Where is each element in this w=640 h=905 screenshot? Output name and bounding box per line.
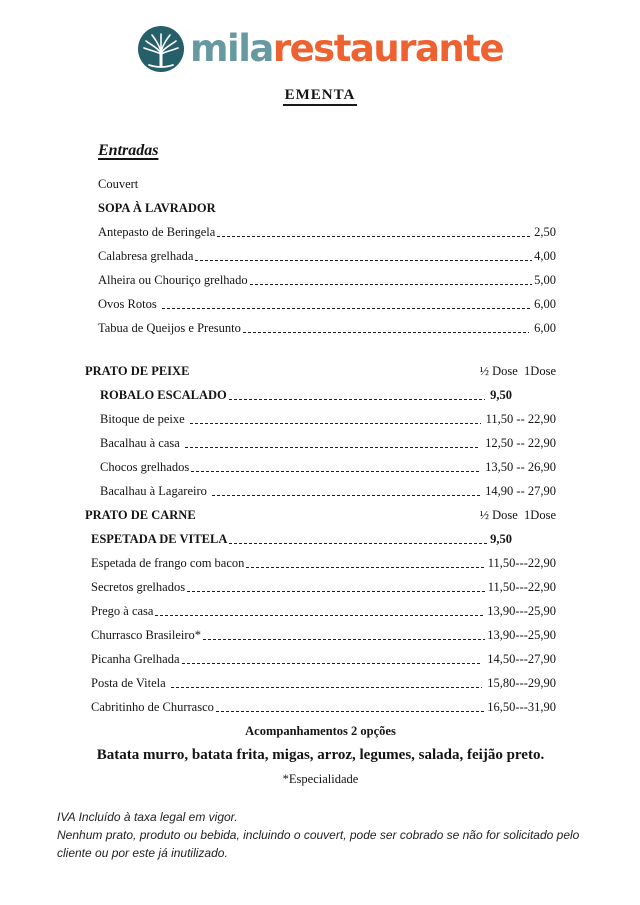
menu-item — [100, 479, 556, 503]
brand-wordmark — [190, 25, 503, 73]
dotted-leader — [246, 551, 485, 575]
dose-column-header: ½ Dose 1Dose — [479, 364, 556, 378]
dotted-leader — [250, 268, 533, 292]
item-price: 13,50 -- 26,90 — [482, 460, 556, 474]
brand-name-secondary: restaurante — [272, 27, 504, 70]
item-name: Calabresa grelhada — [98, 249, 194, 263]
section-prato-de-peixe — [85, 359, 556, 503]
section-header-row — [85, 503, 556, 527]
section-heading: PRATO DE CARNE — [85, 508, 196, 522]
item-name: ROBALO ESCALADO — [100, 388, 227, 402]
item-name: Bacalhau à casa — [100, 436, 183, 450]
footer-line-couvert: Nenhum prato, produto ou bebida, incluindo o couvert, pode ser cobrado se não for solicitado pelo cliente ou por este já inutilizado. — [57, 828, 580, 860]
acompanhamentos-options: Batata murro, batata frita, migas, arroz, legumes, salada, feijão preto. — [96, 747, 545, 763]
item-name: Churrasco Brasileiro* — [91, 628, 202, 642]
dotted-leader — [229, 383, 485, 407]
dotted-leader — [190, 407, 481, 431]
section-heading: Entradas — [98, 142, 159, 159]
item-price: 14,90 -- 27,90 — [482, 484, 556, 498]
item-name: Chocos grelhados — [100, 460, 190, 474]
dotted-leader — [212, 479, 480, 503]
section-entradas-header — [98, 140, 556, 168]
dotted-leader — [195, 244, 532, 268]
menu-content — [0, 140, 640, 791]
menu-item — [100, 383, 556, 407]
item-price: 13,90---25,90 — [487, 628, 556, 642]
item-name: Alheira ou Chouriço grelhado — [98, 273, 248, 287]
menu-item — [91, 623, 556, 647]
page-title: EMENTA — [283, 87, 358, 106]
menu-item — [100, 431, 556, 455]
item-price: 11,50---22,90 — [487, 580, 556, 594]
item-price: 6,00 — [534, 297, 556, 311]
menu-item — [98, 316, 556, 340]
section-entradas — [98, 140, 556, 340]
dotted-leader — [171, 671, 482, 695]
title-row — [0, 86, 640, 104]
menu-item — [91, 671, 556, 695]
item-name: Espetada de frango com bacon — [91, 556, 245, 570]
item-price: 5,00 — [534, 273, 556, 287]
item-name: ESPETADA DE VITELA — [91, 532, 228, 546]
dotted-leader — [216, 695, 485, 719]
menu-item — [91, 599, 556, 623]
restaurant-logo — [0, 0, 640, 73]
footer-line-iva: IVA Incluído à taxa legal em vigor. — [57, 810, 238, 824]
dotted-leader — [229, 527, 488, 551]
dotted-leader — [185, 431, 480, 455]
item-price: 4,00 — [534, 249, 556, 263]
item-price: 11,50 -- 22,90 — [482, 412, 556, 426]
menu-item — [98, 172, 556, 196]
acompanhamentos-title: Acompanhamentos 2 opções — [245, 724, 396, 738]
dotted-leader — [182, 647, 483, 671]
item-name: Prego à casa — [91, 604, 154, 618]
menu-item — [91, 647, 556, 671]
item-price: 11,50---22,90 — [487, 556, 556, 570]
item-name: Antepasto de Beringela — [98, 225, 216, 239]
dotted-leader — [191, 455, 480, 479]
acompanhamentos-block — [85, 719, 556, 791]
tree-icon — [137, 25, 185, 73]
section-prato-de-carne — [85, 503, 556, 719]
item-name: Bitoque de peixe — [100, 412, 188, 426]
item-price: 9,50 — [490, 532, 512, 546]
section-heading: PRATO DE PEIXE — [85, 364, 190, 378]
item-price: 2,50 — [534, 225, 556, 239]
item-name: Couvert — [98, 177, 139, 191]
item-name: Cabritinho de Churrasco — [91, 700, 214, 714]
menu-item — [100, 407, 556, 431]
item-price: 9,50 — [487, 388, 512, 402]
menu-item — [91, 695, 556, 719]
item-price: 14,50---27,90 — [484, 652, 556, 666]
menu-item — [98, 244, 556, 268]
item-price: 16,50---31,90 — [487, 700, 556, 714]
dotted-leader — [187, 575, 486, 599]
dotted-leader — [217, 220, 532, 244]
dotted-leader — [243, 316, 529, 340]
item-name: Secretos grelhados — [91, 580, 186, 594]
brand-name-primary: mila — [189, 27, 273, 70]
item-name: Ovos Rotos — [98, 297, 160, 311]
item-name: SOPA À LAVRADOR — [98, 201, 216, 215]
item-price: 6,00 — [531, 321, 556, 335]
legal-footer — [57, 808, 587, 862]
item-name: Posta de Vitela — [91, 676, 169, 690]
menu-item — [98, 196, 556, 220]
menu-item — [100, 455, 556, 479]
dotted-leader — [162, 292, 532, 316]
menu-item — [98, 292, 556, 316]
item-name: Bacalhau à Lagareiro — [100, 484, 211, 498]
specialty-note: *Especialidade — [282, 772, 359, 786]
item-price: 12,50 -- 22,90 — [482, 436, 556, 450]
section-header-row — [85, 359, 556, 383]
menu-item — [98, 220, 556, 244]
item-name: Picanha Grelhada — [91, 652, 180, 666]
item-name: Tabua de Queijos e Presunto — [98, 321, 241, 335]
item-price: 15,80---29,90 — [484, 676, 556, 690]
menu-item — [91, 527, 556, 551]
dotted-leader — [155, 599, 485, 623]
dotted-leader — [203, 623, 485, 647]
item-price: 13,90---25,90 — [487, 604, 556, 618]
menu-item — [91, 575, 556, 599]
menu-item — [91, 551, 556, 575]
dose-column-header: ½ Dose 1Dose — [479, 508, 556, 522]
menu-item — [98, 268, 556, 292]
